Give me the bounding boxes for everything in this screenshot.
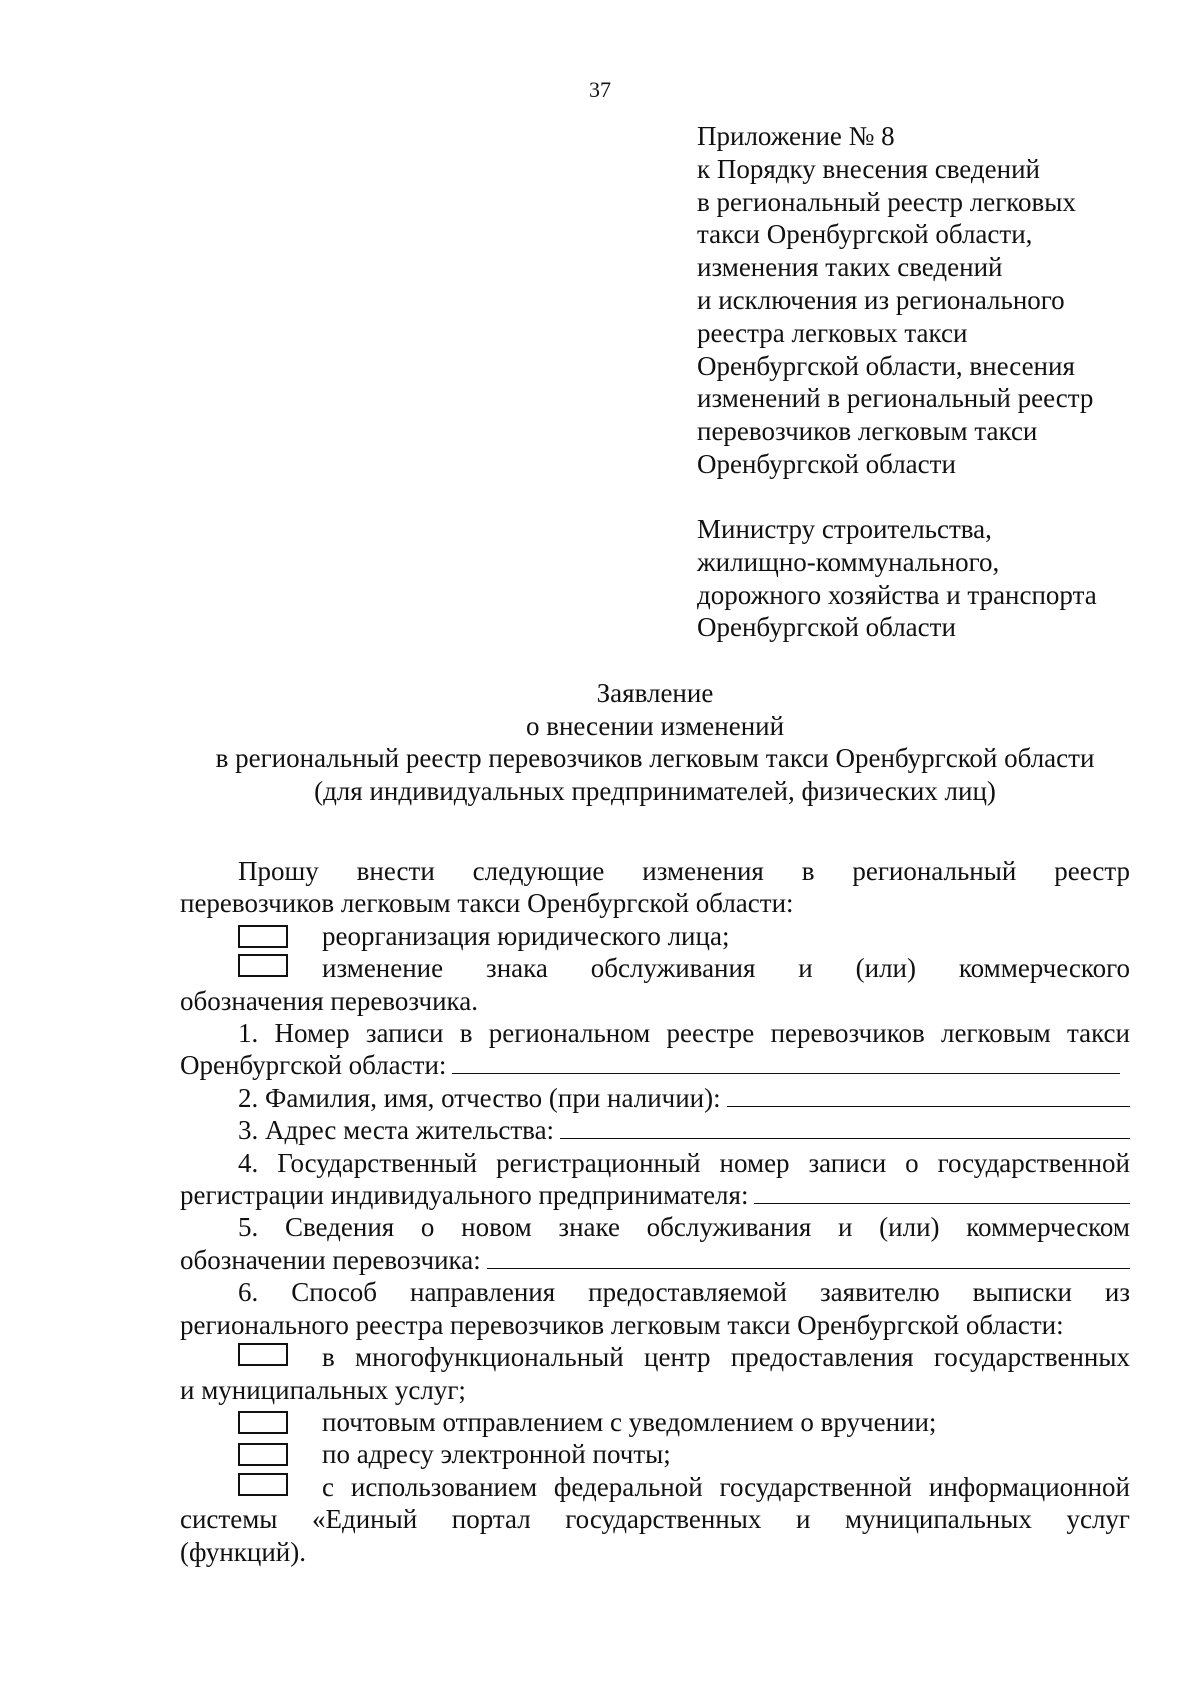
option-label-cont: системы «Единый портал государственных и муниципальных услуг: [180, 1504, 1130, 1535]
option-post: [180, 1406, 1130, 1438]
field-label: регистрации индивидуального предпринимателя:: [180, 1180, 749, 1211]
appendix-line: Оренбургской области, внесения: [697, 350, 1075, 381]
item-6-cont: регионального реестра перевозчиков легковым такси Оренбургской области:: [180, 1309, 1064, 1340]
option-email: [180, 1438, 1130, 1470]
appendix-line: в региональный реестр легковых: [697, 186, 1076, 217]
blank-line[interactable]: [560, 1116, 1130, 1139]
addressee-block: [697, 513, 1177, 644]
item-5: 5. Сведения о новом знаке обслуживания и (или) коммерческом: [238, 1212, 1130, 1243]
page-number: 37: [589, 77, 611, 102]
appendix-line: Оренбургской области: [697, 448, 956, 479]
item-2-field: [180, 1082, 1130, 1114]
item-6: 6. Способ направления предоставляемой заявителю выписки из: [238, 1277, 1130, 1308]
appendix-line: реестра легковых такси: [697, 317, 968, 348]
option-sign-change: [180, 952, 1130, 984]
item-4: 4. Государственный регистрационный номер записи о государственной: [238, 1147, 1130, 1178]
option-reorganization: [180, 920, 1130, 952]
blank-line[interactable]: [727, 1084, 1130, 1107]
document-title: [180, 677, 1130, 807]
option-label-cont: (функций).: [180, 1536, 306, 1567]
appendix-line: к Порядку внесения сведений: [697, 153, 1040, 184]
item-1: 1. Номер записи в региональном реестре перевозчиков легковым такси: [238, 1018, 1130, 1049]
item-5-field: [180, 1244, 1130, 1276]
appendix-line: изменения таких сведений: [697, 252, 1003, 283]
blank-line[interactable]: [487, 1246, 1130, 1269]
checkbox[interactable]: [238, 925, 288, 948]
title-line: Заявление: [596, 678, 714, 708]
item-1-field: [180, 1049, 1130, 1081]
field-label: обозначении перевозчика:: [180, 1244, 481, 1275]
option-label-cont: и муниципальных услуг;: [180, 1374, 466, 1405]
addressee-line: Министру строительства,: [697, 514, 992, 544]
checkbox[interactable]: [238, 1473, 288, 1496]
field-label: Оренбургской области:: [180, 1050, 447, 1081]
checkbox[interactable]: [238, 954, 288, 977]
checkbox[interactable]: [238, 1343, 288, 1366]
title-line: в региональный реестр перевозчиков легковым такси Оренбургской области: [215, 743, 1095, 773]
addressee-line: дорожного хозяйства и транспорта: [697, 579, 1097, 610]
blank-line[interactable]: [754, 1181, 1130, 1204]
option-label: почтовым отправлением с уведомлением о вручении;: [322, 1406, 937, 1437]
title-line: (для индивидуальных предпринимателей, физических лиц): [314, 775, 996, 806]
option-label: с использованием федеральной государственной информационной: [322, 1471, 1130, 1502]
option-portal: [180, 1471, 1130, 1503]
intro-line: перевозчиков легковым такси Оренбургской области:: [180, 888, 794, 919]
appendix-header: [697, 120, 1177, 481]
option-label-cont: обозначения перевозчика.: [180, 985, 478, 1016]
option-label: в многофункциональный центр предоставления государственных: [322, 1342, 1130, 1373]
intro-line: Прошу внести следующие изменения в региональный реестр: [238, 856, 1130, 886]
option-label: по адресу электронной почты;: [322, 1439, 671, 1470]
appendix-line: такси Оренбургской области,: [697, 219, 1033, 250]
item-4-field: [180, 1179, 1130, 1211]
addressee-line: Оренбургской области: [697, 612, 956, 643]
option-label: реорганизация юридического лица;: [322, 920, 730, 951]
item-3-field: [180, 1114, 1130, 1146]
checkbox[interactable]: [238, 1443, 288, 1466]
option-label: изменение знака обслуживания и (или) коммерческого: [322, 953, 1130, 984]
title-line: о внесении изменений: [525, 710, 785, 741]
field-label: 2. Фамилия, имя, отчество (при наличии):: [238, 1082, 721, 1113]
appendix-line: перевозчиков легковым такси: [697, 416, 1038, 447]
option-mfc: [180, 1341, 1130, 1373]
checkbox[interactable]: [238, 1411, 288, 1434]
application-body: [180, 855, 1130, 1568]
blank-line[interactable]: [452, 1051, 1120, 1074]
field-label: 3. Адрес места жительства:: [238, 1115, 555, 1146]
appendix-line: изменений в региональный реестр: [697, 383, 1094, 414]
appendix-line: Приложение № 8: [697, 121, 895, 151]
appendix-line: и исключения из регионального: [697, 284, 1065, 315]
addressee-line: жилищно-коммунального,: [697, 546, 1000, 577]
